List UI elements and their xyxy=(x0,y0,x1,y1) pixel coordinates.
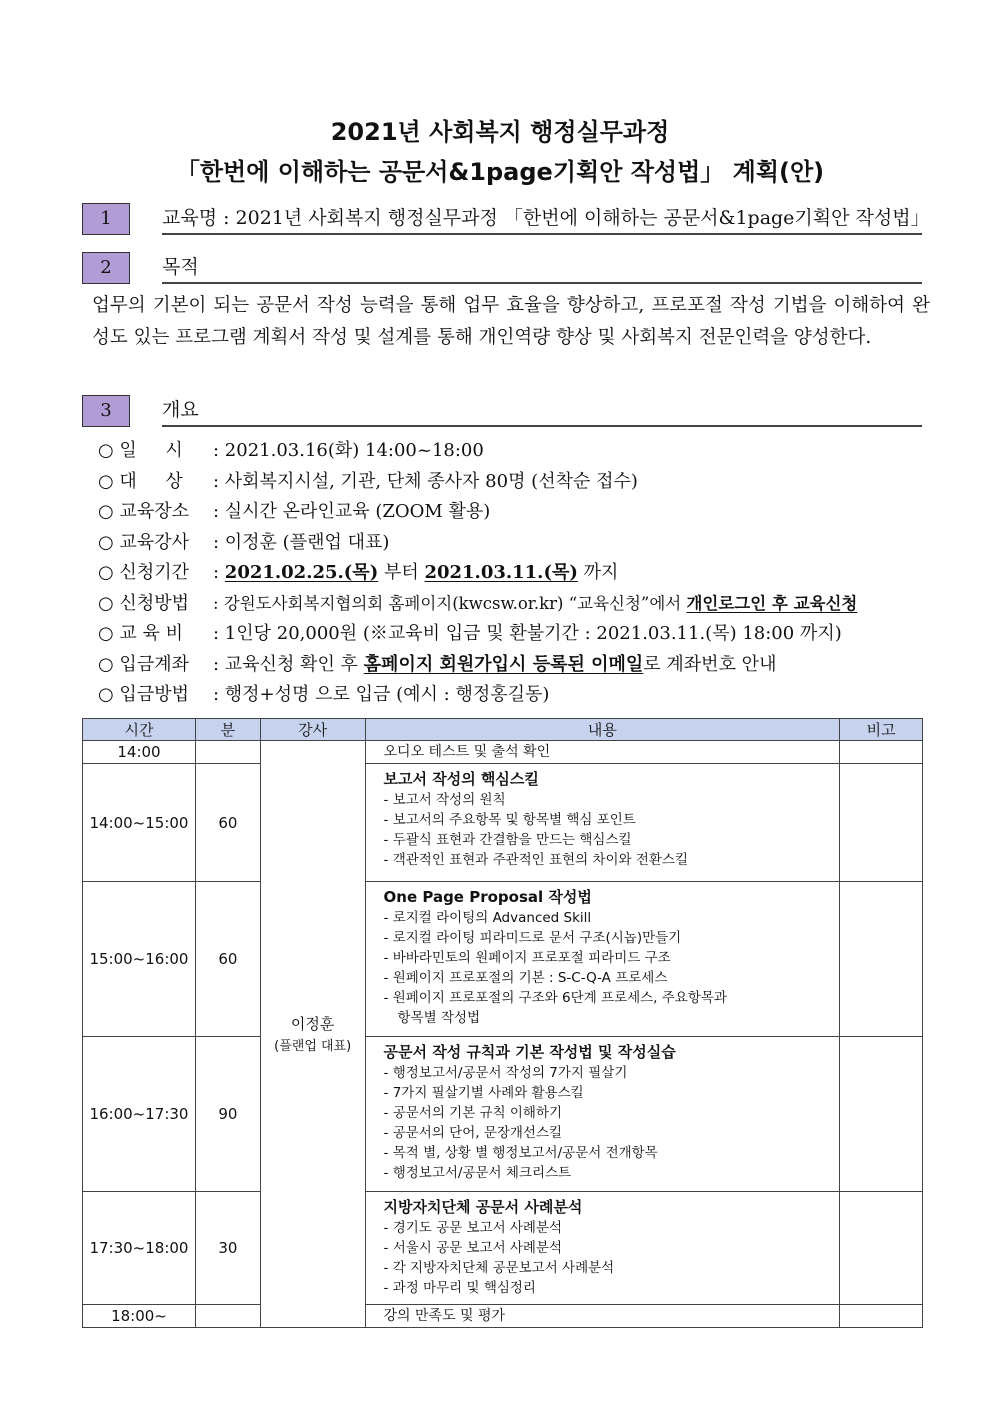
content-item: - 객관적인 표현과 주관적인 표현의 차이와 전환스킬 xyxy=(383,852,689,868)
content-item: - 바바라민토의 원페이지 프로포절 피라미드 구조 xyxy=(383,950,671,966)
page-title: 2021년 사회복지 행정실무과정 xyxy=(330,118,670,146)
row-time: 14:00~15:00 xyxy=(83,764,196,882)
schedule-table xyxy=(82,718,923,1328)
overview-value: 부터 xyxy=(378,562,425,583)
row-minutes: 60 xyxy=(195,882,260,1037)
table-row xyxy=(83,1192,923,1305)
row-content xyxy=(365,882,840,1037)
row-time: 15:00~16:00 xyxy=(83,882,196,1037)
overview-value: : 강원도사회복지협의회 홈페이지(kwcsw.or.kr) “교육신청”에서 xyxy=(213,593,687,613)
lecturer-name: 이정훈 xyxy=(290,1015,335,1033)
overview-value: : 1인당 20,000원 (※교육비 입금 및 환불기간 : 2021.03.11.(목) 18:00 까지) xyxy=(213,623,842,644)
content-item: - 원페이지 프로포절의 구조와 6단계 프로세스, 주요항목과 xyxy=(383,990,727,1006)
content-item: - 경기도 공문 보고서 사례분석 xyxy=(383,1220,563,1236)
section-underline xyxy=(162,282,922,284)
row-content xyxy=(365,741,840,764)
overview-label: ○ 일 시 xyxy=(98,440,183,461)
header-content: 내용 xyxy=(365,719,840,741)
table-row xyxy=(83,882,923,1037)
section-overview xyxy=(82,395,922,427)
overview-label: ○ 신청방법 xyxy=(98,592,189,614)
row-time: 18:00~ xyxy=(83,1305,196,1328)
overview-value: : 2021.03.16(화) 14:00~18:00 xyxy=(213,440,484,461)
row-content xyxy=(365,1037,840,1192)
overview-schedule xyxy=(98,436,928,467)
header-note: 비고 xyxy=(840,719,923,741)
section-number: 3 xyxy=(82,395,130,427)
table-row xyxy=(83,764,923,882)
overview-method xyxy=(98,589,928,620)
overview-label: ○ 교 육 비 xyxy=(98,623,184,644)
content-title: 공문서 작성 규칙과 기본 작성법 및 작성실습 xyxy=(383,1043,676,1061)
content-title: 지방자치단체 공문서 사례분석 xyxy=(383,1198,583,1216)
content-text: 오디오 테스트 및 출석 확인 xyxy=(383,744,551,760)
overview-value: : xyxy=(213,562,225,583)
overview-fee xyxy=(98,619,928,650)
period-end-date: 2021.03.11.(목) xyxy=(424,562,578,583)
section-number: 1 xyxy=(82,203,130,235)
section-underline xyxy=(162,425,922,427)
row-note xyxy=(840,764,923,882)
account-emphasis: 홈페이지 회원가입시 등록된 이메일 xyxy=(363,653,644,675)
content-title: 보고서 작성의 핵심스킬 xyxy=(383,770,539,788)
row-content xyxy=(365,1305,840,1328)
content-item: 항목별 작성법 xyxy=(397,1010,481,1026)
content-item: - 원페이지 프로포절의 기본 : S-C-Q-A 프로세스 xyxy=(383,970,668,986)
section-title: 개요 xyxy=(162,399,199,421)
content-item: - 공문서의 단어, 문장개선스킬 xyxy=(383,1125,563,1141)
content-item: - 두괄식 표현과 간결함을 만드는 핵심스킬 xyxy=(383,832,632,848)
overview-label: ○ 교육강사 xyxy=(98,531,189,553)
row-note xyxy=(840,1305,923,1328)
overview-value: : 교육신청 확인 후 xyxy=(213,653,364,675)
purpose-text: 업무의 기본이 되는 공문서 작성 능력을 통해 업무 효율을 향상하고, 프로포절 작성 기법을 이해하여 완성도 있는 프로그램 계획서 작성 및 설계를 통해 개인역량 향상 및 사회복지 전문인력을 양성한다. xyxy=(92,295,930,348)
row-time: 14:00 xyxy=(83,741,196,764)
lecturer-org: (플랜업 대표) xyxy=(274,1039,352,1054)
row-minutes: 30 xyxy=(195,1192,260,1305)
header-time: 시간 xyxy=(83,719,196,741)
overview-account xyxy=(98,650,928,681)
overview-value: : 실시간 온라인교육 (ZOOM 활용) xyxy=(213,501,491,522)
section-purpose xyxy=(82,252,922,284)
table-row xyxy=(83,1037,923,1192)
row-note xyxy=(840,1037,923,1192)
content-item: - 보고서의 주요항목 및 항목별 핵심 포인트 xyxy=(383,812,636,828)
section-course-name xyxy=(82,203,930,235)
overview-period xyxy=(98,558,928,589)
section-underline xyxy=(162,233,922,235)
row-note xyxy=(840,1192,923,1305)
content-item: - 로지컬 라이팅 피라미드로 문서 구조(시놉)만들기 xyxy=(383,930,682,946)
content-text: 강의 만족도 및 평가 xyxy=(383,1308,506,1324)
content-item: - 7가지 필살기별 사례와 활용스킬 xyxy=(383,1085,584,1101)
content-item: - 서울시 공문 보고서 사례분석 xyxy=(383,1240,563,1256)
overview-target xyxy=(98,467,928,498)
content-item: - 행정보고서/공문서 체크리스트 xyxy=(383,1165,572,1181)
overview-label: ○ 입금방법 xyxy=(98,684,189,705)
overview-value: : 행정+성명 으로 입금 (예시 : 행정홍길동) xyxy=(213,684,550,705)
overview-deposit xyxy=(98,680,928,711)
period-start-date: 2021.02.25.(목) xyxy=(224,562,379,583)
row-content xyxy=(365,764,840,882)
content-item: - 보고서 작성의 원칙 xyxy=(383,792,506,808)
overview-value: 로 계좌번호 안내 xyxy=(643,653,777,675)
overview-label: ○ 교육장소 xyxy=(98,501,189,522)
overview-label: ○ 대 상 xyxy=(98,470,183,492)
overview-label: ○ 입금계좌 xyxy=(98,653,189,675)
overview-lecturer xyxy=(98,528,928,559)
overview-label: ○ 신청기간 xyxy=(98,562,189,583)
lecturer-cell xyxy=(260,741,365,1328)
section-title: 목적 xyxy=(162,256,199,278)
section-number: 2 xyxy=(82,252,130,284)
row-minutes xyxy=(195,741,260,764)
header-minutes: 분 xyxy=(195,719,260,741)
row-time: 17:30~18:00 xyxy=(83,1192,196,1305)
content-item: - 행정보고서/공문서 작성의 7가지 필살기 xyxy=(383,1065,628,1081)
content-title: One Page Proposal 작성법 xyxy=(383,888,592,906)
content-item: - 공문서의 기본 규칙 이해하기 xyxy=(383,1105,563,1121)
overview-value: 까지 xyxy=(577,562,619,583)
method-emphasis: 개인로그인 후 교육신청 xyxy=(686,593,858,613)
header-lecturer: 강사 xyxy=(260,719,365,741)
section-title: 교육명 : 2021년 사회복지 행정실무과정 「한번에 이해하는 공문서&1page기획안 작성법」 xyxy=(162,207,930,229)
content-item: - 과정 마무리 및 핵심정리 xyxy=(383,1280,536,1296)
row-note xyxy=(840,741,923,764)
table-row xyxy=(83,741,923,764)
overview-value: : 사회복지시설, 기관, 단체 종사자 80명 (선착순 접수) xyxy=(213,470,638,492)
table-row xyxy=(83,1305,923,1328)
row-content xyxy=(365,1192,840,1305)
row-minutes xyxy=(195,1305,260,1328)
row-time: 16:00~17:30 xyxy=(83,1037,196,1192)
content-item: - 로지컬 라이팅의 Advanced Skill xyxy=(383,910,592,926)
overview-place xyxy=(98,497,928,528)
overview-list xyxy=(98,436,928,711)
content-item: - 각 지방자치단체 공문보고서 사례분석 xyxy=(383,1260,615,1276)
table-header-row xyxy=(83,719,923,741)
page-subtitle: 「한번에 이해하는 공문서&1page기획안 작성법」 계획(안) xyxy=(175,158,825,186)
content-item: - 목적 별, 상황 별 행정보고서/공문서 전개항목 xyxy=(383,1145,658,1161)
overview-value: : 이정훈 (플랜업 대표) xyxy=(213,531,390,553)
row-note xyxy=(840,882,923,1037)
row-minutes: 60 xyxy=(195,764,260,882)
row-minutes: 90 xyxy=(195,1037,260,1192)
